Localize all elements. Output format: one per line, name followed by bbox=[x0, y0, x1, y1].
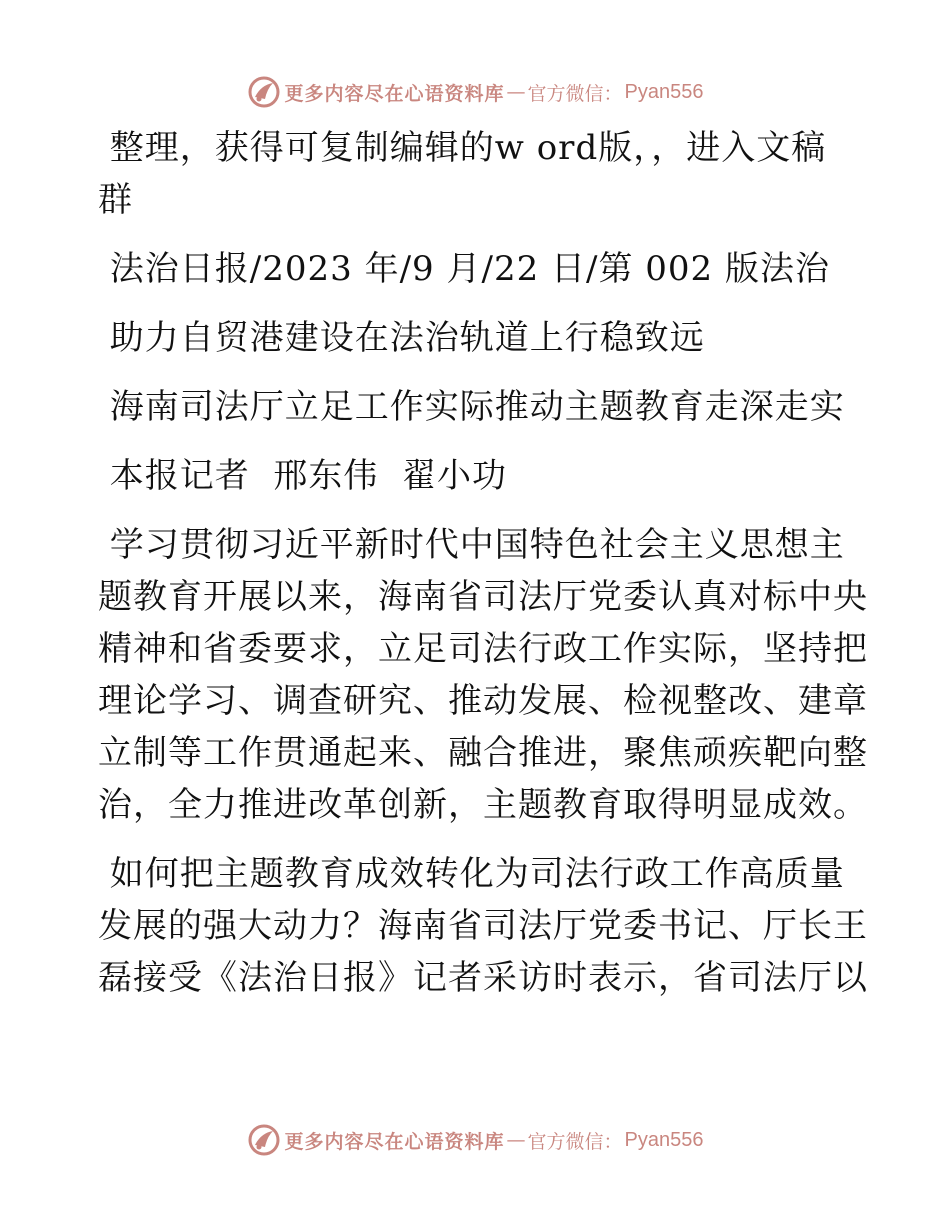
text-line: 精神和省委要求，立足司法行政工作实际，坚持把 bbox=[98, 629, 868, 669]
banner-wechat-label: 官方微信： bbox=[527, 82, 623, 105]
dateline: 法治日报/2023 年/9 月/22 日/第 002 版法治 bbox=[98, 249, 830, 289]
intro-paragraph bbox=[98, 122, 850, 226]
text-line: 发展的强大动力？海南省司法厅党委书记、厅长王 bbox=[98, 906, 868, 946]
text-line: 立制等工作贯通起来、融合推进，聚焦顽疾靶向整 bbox=[98, 733, 868, 773]
text-line: 整理，获得可复制编辑的w ord版，，进入文稿 bbox=[98, 128, 827, 168]
brand-logo-icon bbox=[247, 75, 281, 109]
banner-wechat-id: Pyan556 bbox=[624, 80, 704, 103]
text-line: 题教育开展以来，海南省司法厅党委认真对标中央 bbox=[98, 577, 868, 617]
headline: 助力自贸港建设在法治轨道上行稳致远 bbox=[98, 318, 705, 358]
byline: 本报记者 邢东伟 翟小功 bbox=[98, 456, 508, 496]
banner-dash: — bbox=[506, 81, 526, 103]
banner-brand-text: 更多内容尽在心语资料库 bbox=[284, 82, 505, 105]
subheadline: 海南司法厅立足工作实际推动主题教育走深走实 bbox=[98, 387, 845, 427]
body-paragraph bbox=[98, 519, 868, 831]
text-line: 理论学习、调查研究、推动发展、检视整改、建章 bbox=[98, 681, 868, 721]
text-line: 治，全力推进改革创新，主题教育取得明显成效。 bbox=[98, 785, 868, 825]
footer-watermark bbox=[0, 1120, 950, 1160]
document-body bbox=[98, 122, 868, 1004]
banner-dash: — bbox=[506, 1129, 526, 1151]
text-line: 如何把主题教育成效转化为司法行政工作高质量 bbox=[98, 854, 845, 894]
brand-logo-icon bbox=[247, 1123, 281, 1157]
banner-wechat-label: 官方微信： bbox=[527, 1130, 623, 1153]
text-line: 磊接受《法治日报》记者采访时表示，省司法厅以 bbox=[98, 958, 868, 998]
banner-brand-text: 更多内容尽在心语资料库 bbox=[284, 1130, 505, 1153]
text-line: 学习贯彻习近平新时代中国特色社会主义思想主 bbox=[98, 525, 845, 565]
body-paragraph bbox=[98, 848, 868, 1004]
text-line: 群 bbox=[98, 180, 133, 220]
banner-wechat-id: Pyan556 bbox=[624, 1128, 704, 1151]
header-watermark bbox=[0, 72, 950, 112]
